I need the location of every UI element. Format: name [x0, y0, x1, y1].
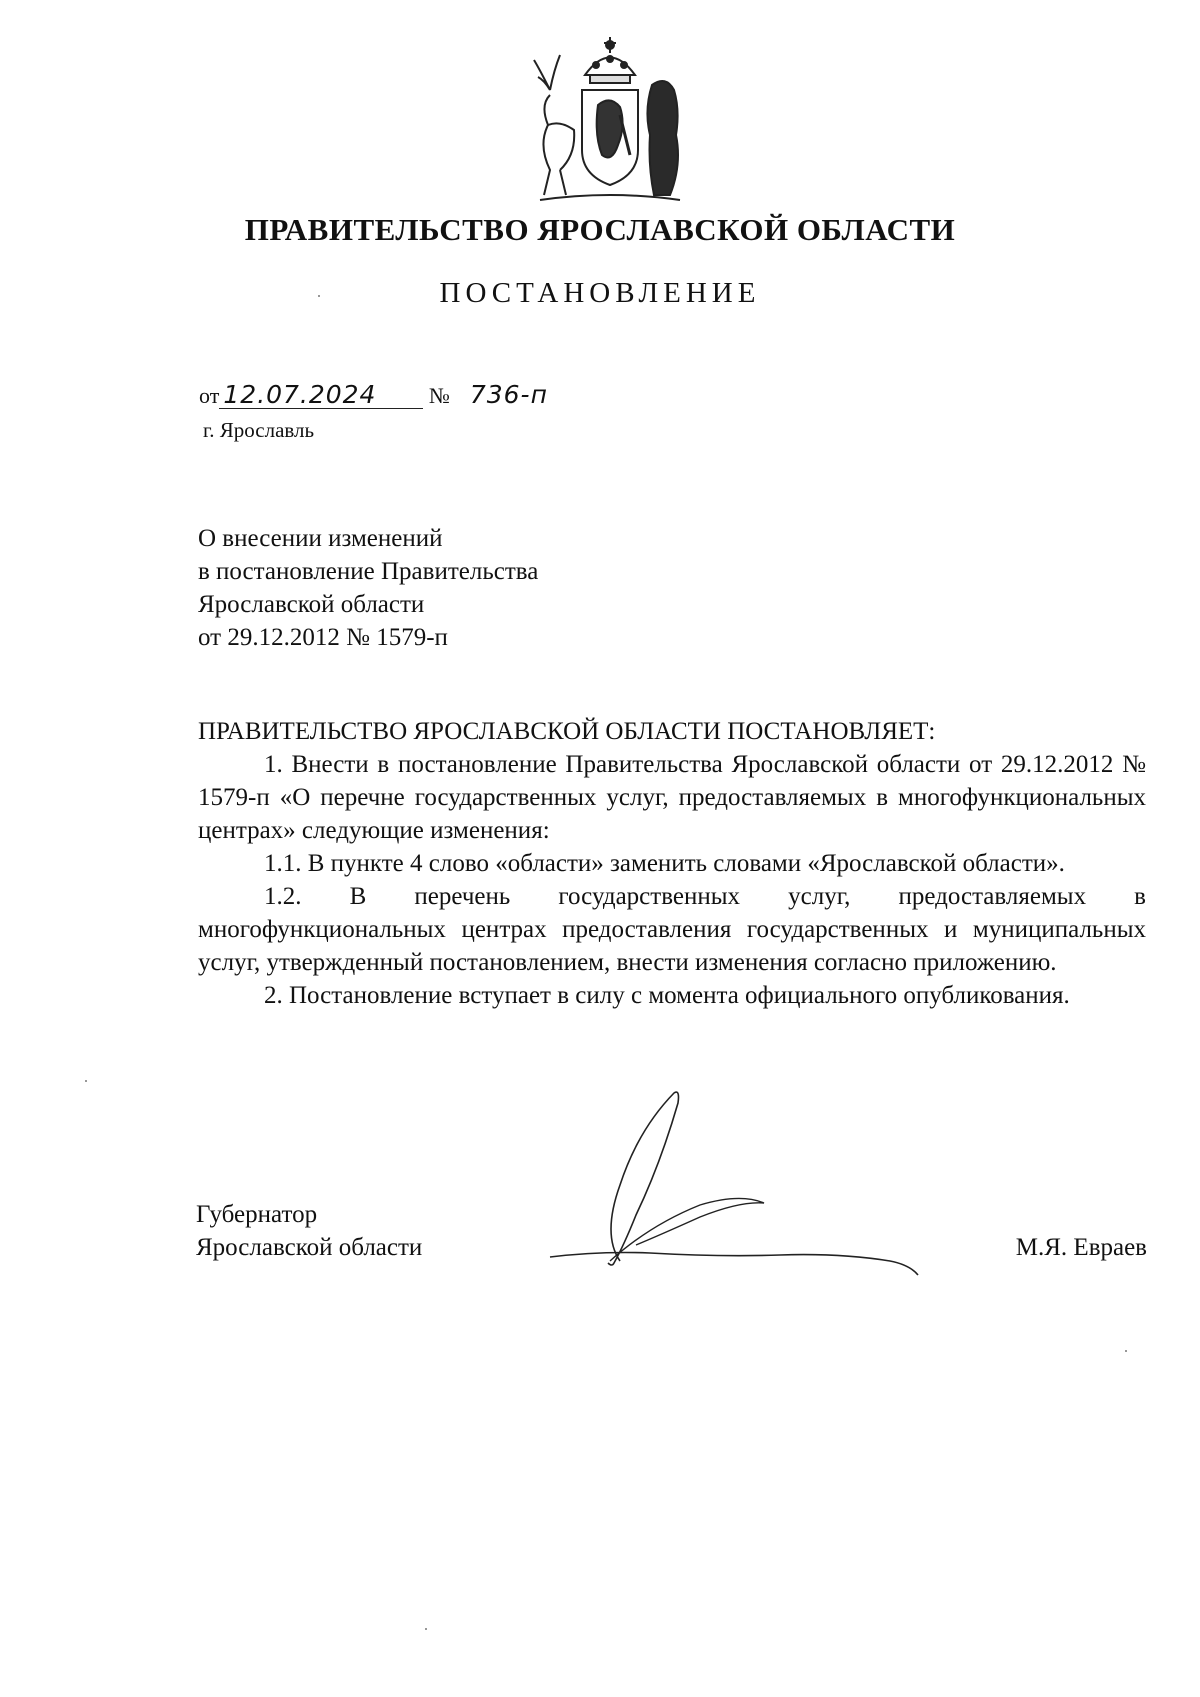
document-type-heading: ПОСТАНОВЛЕНИЕ — [439, 277, 761, 309]
government-name-heading: ПРАВИТЕЛЬСТВО ЯРОСЛАВСКОЙ ОБЛАСТИ — [244, 212, 956, 247]
subject-line: Ярославской области — [198, 591, 425, 618]
handwritten-date: 12.07.2024 — [219, 382, 423, 409]
signatory-position — [196, 1198, 422, 1264]
handwritten-number: 736-п — [469, 380, 548, 409]
document-subject — [198, 522, 538, 654]
handwritten-signature — [540, 1085, 960, 1285]
paragraph-2: 2. Постановление вступает в силу с момента официального опубликования. — [264, 982, 1070, 1009]
coat-of-arms-emblem — [530, 35, 690, 210]
city-label: г. Ярославль — [203, 418, 315, 442]
date-prefix: от — [199, 383, 220, 408]
scan-speck — [425, 1628, 427, 1630]
paragraph-1-1: 1.1. В пункте 4 слово «области» заменить словами «Ярославской области». — [264, 850, 1065, 877]
position-line: Ярославской области — [196, 1234, 423, 1261]
scan-speck — [85, 1080, 87, 1082]
signatory-name: М.Я. Евраев — [1015, 1234, 1147, 1261]
position-line: Губернатор — [196, 1201, 318, 1228]
scan-speck — [1125, 1350, 1127, 1352]
document-body — [198, 715, 1146, 1012]
subject-line: О внесении изменений — [198, 525, 443, 552]
decree-line: ПРАВИТЕЛЬСТВО ЯРОСЛАВСКОЙ ОБЛАСТИ ПОСТАНОВЛЯЕТ: — [198, 718, 936, 745]
subject-line: от 29.12.2012 № 1579-п — [198, 624, 448, 651]
paragraph-1: 1. Внести в постановление Правительства Ярославской области от 29.12.2012 № 1579-п «О перечне государственных услуг, предоставляемых в многофункциональных центрах» следующие изменения: — [198, 751, 1146, 844]
registration-line — [199, 382, 548, 409]
subject-line: в постановление Правительства — [198, 558, 539, 585]
number-sign: № — [428, 383, 450, 408]
scan-speck — [318, 295, 320, 297]
paragraph-1-2: 1.2. В перечень государственных услуг, предоставляемых в многофункциональных центрах предоставления государственных и муниципальных услуг, утвержденный постановлением, внести изменения согласно приложению. — [198, 883, 1146, 976]
